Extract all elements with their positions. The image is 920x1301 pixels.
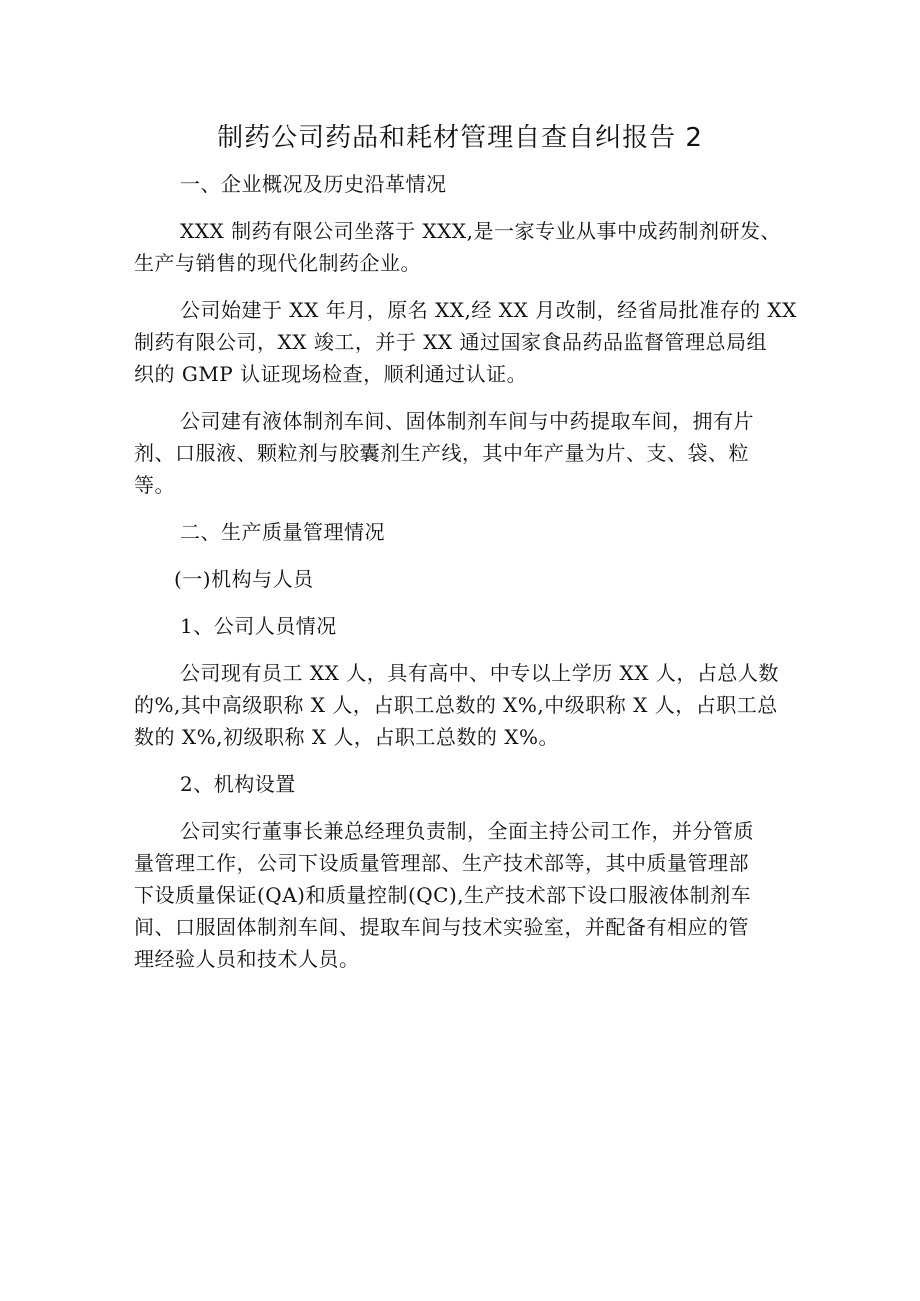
paragraph-line: 公司始建于 XX 年月，原名 XX,经 XX 月改制，经省局批准存的 XX: [180, 298, 797, 322]
paragraph-line: 公司建有液体制剂车间、固体制剂车间与中药提取车间，拥有片: [180, 409, 754, 433]
paragraph-line: 织的 GMP 认证现场检查，顺利通过认证。: [134, 362, 528, 386]
paragraph-line: 公司实行董事长兼总经理负责制，全面主持公司工作，并分管质: [180, 819, 754, 843]
paragraph-organization: [134, 815, 794, 975]
paragraph-personnel: [134, 657, 794, 753]
paragraph-line: 制药有限公司，XX 竣工，并于 XX 通过国家食品药品监督管理总局组: [134, 330, 768, 354]
paragraph-line: 剂、口服液、颗粒剂与胶囊剂生产线，其中年产量为片、支、袋、粒: [134, 441, 749, 465]
paragraph-line: 下设质量保证(QA)和质量控制(QC),生产技术部下设口服液体制剂车: [134, 883, 752, 907]
paragraph-company-intro: [134, 215, 794, 279]
paragraph-line: 的%,其中高级职称 X 人，占职工总数的 X%,中级职称 X 人，占职工总: [134, 693, 778, 717]
section-heading-2: 二、生产质量管理情况: [180, 520, 385, 544]
paragraph-line: 公司现有员工 XX 人，具有高中、中专以上学历 XX 人，占总人数: [180, 661, 779, 685]
item-heading-organization: 2、机构设置: [180, 772, 296, 796]
subsection-heading: (一)机构与人员: [174, 567, 314, 591]
paragraph-line: 量管理工作，公司下设质量管理部、生产技术部等，其中质量管理部: [134, 851, 749, 875]
page-title: 制药公司药品和耗材管理自查自纠报告 2: [217, 123, 703, 153]
paragraph-line: XXX 制药有限公司坐落于 XXX,是一家专业从事中成药制剂研发、: [180, 219, 782, 243]
section-heading-1: 一、企业概况及历史沿革情况: [180, 172, 447, 196]
item-heading-personnel: 1、公司人员情况: [180, 614, 337, 638]
paragraph-line: 理经验人员和技术人员。: [134, 947, 360, 971]
paragraph-workshops: [134, 405, 794, 501]
paragraph-company-history: [134, 294, 797, 390]
paragraph-line: 等。: [134, 473, 175, 497]
paragraph-line: 生产与销售的现代化制药企业。: [134, 251, 421, 275]
paragraph-line: 间、口服固体制剂车间、提取车间与技术实验室，并配备有相应的管: [134, 915, 749, 939]
paragraph-line: 数的 X%,初级职称 X 人，占职工总数的 X%。: [134, 725, 560, 749]
document-body: [134, 168, 797, 975]
